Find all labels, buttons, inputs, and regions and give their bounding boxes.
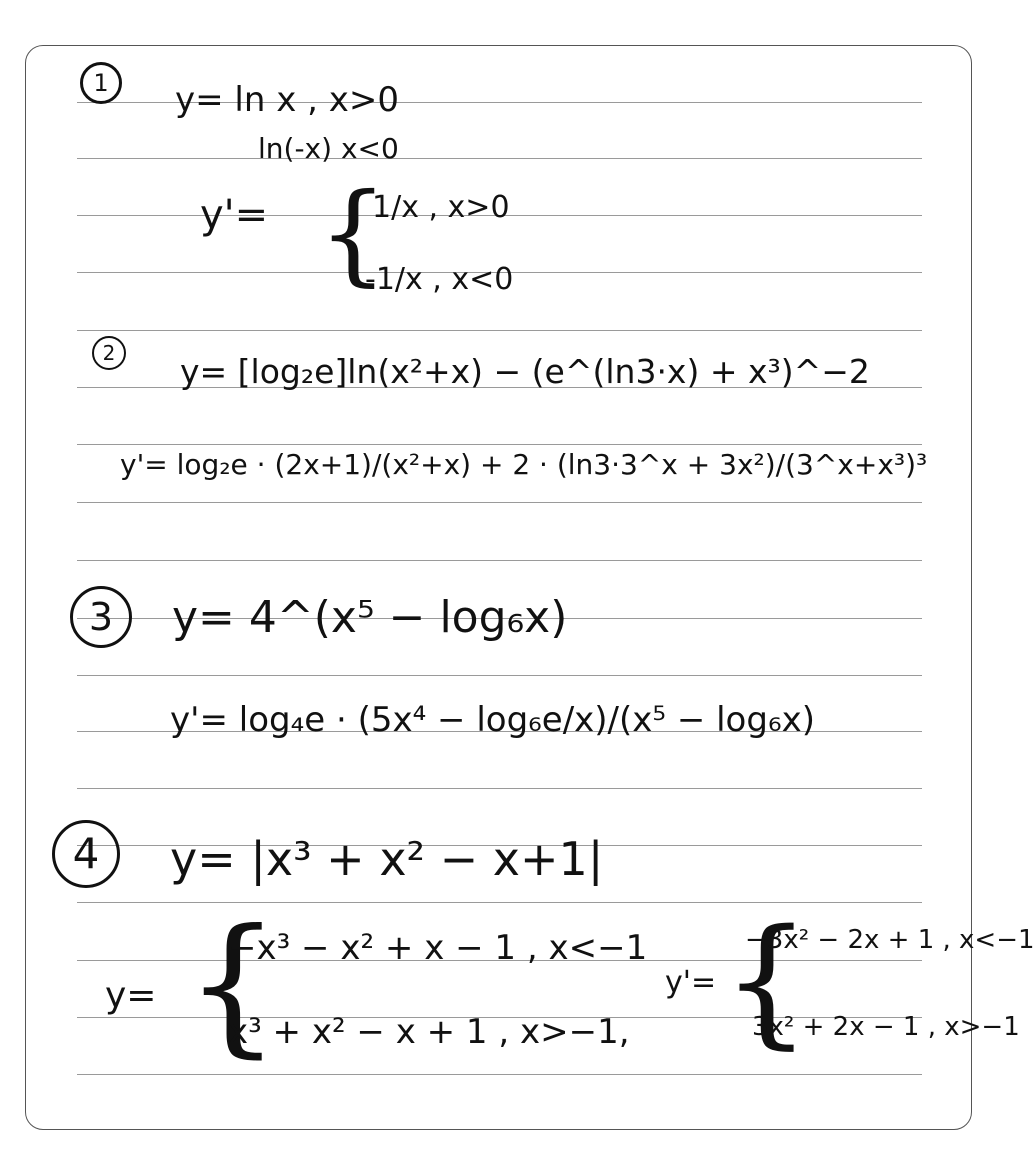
equation-line: y'= — [200, 192, 269, 238]
equation-line: y'= — [665, 965, 717, 1000]
left-brace: { — [185, 898, 281, 1072]
equation-line: x³ + x² − x + 1 , x>−1, — [228, 1012, 630, 1052]
equation-line: −3x² − 2x + 1 , x<−1 — [745, 925, 1035, 955]
equation-line: y= [log₂e]ln(x²+x) − (e^(ln3·x) + x³)^−2 — [180, 352, 870, 391]
equation-line: y= 4^(x⁵ − log₆x) — [172, 592, 568, 643]
problem-number: 3 — [70, 586, 132, 648]
ruled-line — [77, 675, 922, 676]
left-brace: { — [318, 169, 388, 297]
ruled-line — [77, 330, 922, 331]
problem-number: 2 — [92, 336, 126, 370]
equation-line: y= |x³ + x² − x+1| — [170, 832, 604, 886]
problem-number: 4 — [52, 820, 120, 888]
equation-line: y'= log₂e · (2x+1)/(x²+x) + 2 · (ln3·3^x + 3x²)/(3^x+x³)³ — [120, 448, 928, 481]
equation-line: 3x² + 2x − 1 , x>−1 — [752, 1012, 1020, 1042]
left-brace: { — [722, 900, 812, 1063]
ruled-line — [77, 560, 922, 561]
ruled-line — [77, 1074, 922, 1075]
equation-line: y= — [105, 975, 157, 1016]
ruled-line — [77, 502, 922, 503]
equation-line: 1/x , x>0 — [372, 190, 510, 225]
equation-line: y= ln x , x>0 — [175, 80, 400, 120]
equation-line: ln(-x) x<0 — [258, 132, 399, 165]
ruled-line — [77, 158, 922, 159]
ruled-line — [77, 788, 922, 789]
ruled-line — [77, 444, 922, 445]
equation-line: -1/x , x<0 — [365, 262, 514, 297]
equation-line: y'= log₄e · (5x⁴ − log₆e/x)/(x⁵ − log₆x) — [170, 700, 815, 740]
equation-line: −x³ − x² + x − 1 , x<−1 — [228, 928, 648, 968]
problem-number: 1 — [80, 62, 122, 104]
